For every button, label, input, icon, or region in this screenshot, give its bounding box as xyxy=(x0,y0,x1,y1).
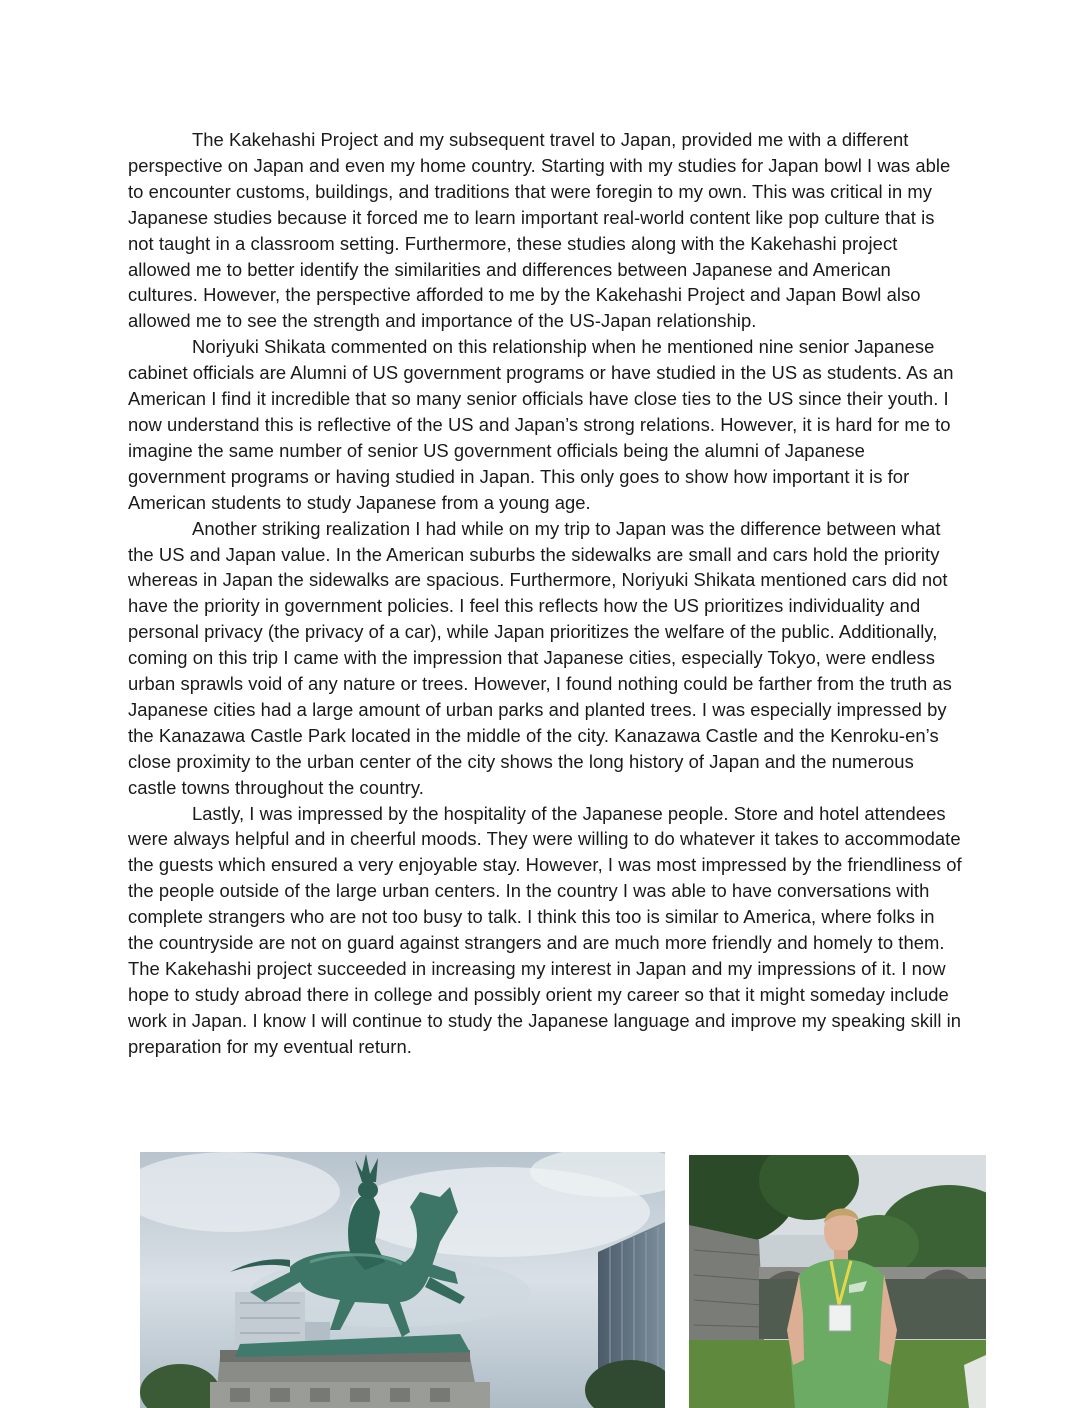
essay-paragraph-2: Noriyuki Shikata commented on this relationship when he mentioned nine senior Japanese cabinet officials are Alumni of US government programs or have studied in the US as students. As an American I find it incredible that so many senior officials have close ties to the US since their youth. I now understand this is reflective of the US and Japan’s strong relations. However, it is hard for me to imagine the same number of senior US government officials being the alumni of Japanese government programs or having studied in Japan. This only goes to show how important it is for American students to study Japanese from a young age. xyxy=(128,336,954,513)
samurai-statue-photo xyxy=(140,1152,665,1408)
person-at-bridge-photo xyxy=(689,1155,986,1408)
essay-body xyxy=(128,127,964,1060)
essay-paragraph-3: Another striking realization I had while on my trip to Japan was the difference between what the US and Japan value. In the American suburbs the sidewalks are small and cars hold the priority whereas in Japan the sidewalks are spacious. Furthermore, Noriyuki Shikata mentioned cars did not have the priority in government policies. I feel this reflects how the US prioritizes individuality and personal privacy (the privacy of a car), while Japan prioritizes the welfare of the public. Additionally, coming on this trip I came with the impression that Japanese cities, especially Tokyo, were endless urban sprawls void of any nature or trees. However, I found nothing could be farther from the truth as Japanese cities had a large amount of urban parks and planted trees. I was especially impressed by the Kanazawa Castle Park located in the middle of the city. Kanazawa Castle and the Kenroku-en’s close proximity to the urban center of the city shows the long history of Japan and the numerous castle towns throughout the country. xyxy=(128,517,952,798)
essay-paragraph-4: Lastly, I was impressed by the hospitality of the Japanese people. Store and hotel attendees were always helpful and in cheerful moods. They were willing to do whatever it takes to accommodate the guests which ensured a very enjoyable stay. However, I was most impressed by the friendliness of the people outside of the large urban centers. In the country I was able to have conversations with complete strangers who are not too busy to talk. I think this too is similar to America, where folks in the countryside are not on guard against strangers and are much more friendly and homely to them. The Kakehashi project succeeded in increasing my interest in Japan and my impressions of it. I now hope to study abroad there in college and possibly orient my career so that it might someday include work in Japan. I know I will continue to study the Japanese language and improve my speaking skill in preparation for my eventual return. xyxy=(128,802,962,1057)
essay-paragraph-1: The Kakehashi Project and my subsequent travel to Japan, provided me with a different perspective on Japan and even my home country. Starting with my studies for Japan bowl I was able to encounter customs, buildings, and traditions that were foregin to my own. This was critical in my Japanese studies because it forced me to learn important real-world content like pop culture that is not taught in a classroom setting. Furthermore, these studies along with the Kakehashi project allowed me to better identify the similarities and differences between Japanese and American cultures. However, the perspective afforded to me by the Kakehashi Project and Japan Bowl also allowed me to see the strength and importance of the US-Japan relationship. xyxy=(128,129,951,332)
